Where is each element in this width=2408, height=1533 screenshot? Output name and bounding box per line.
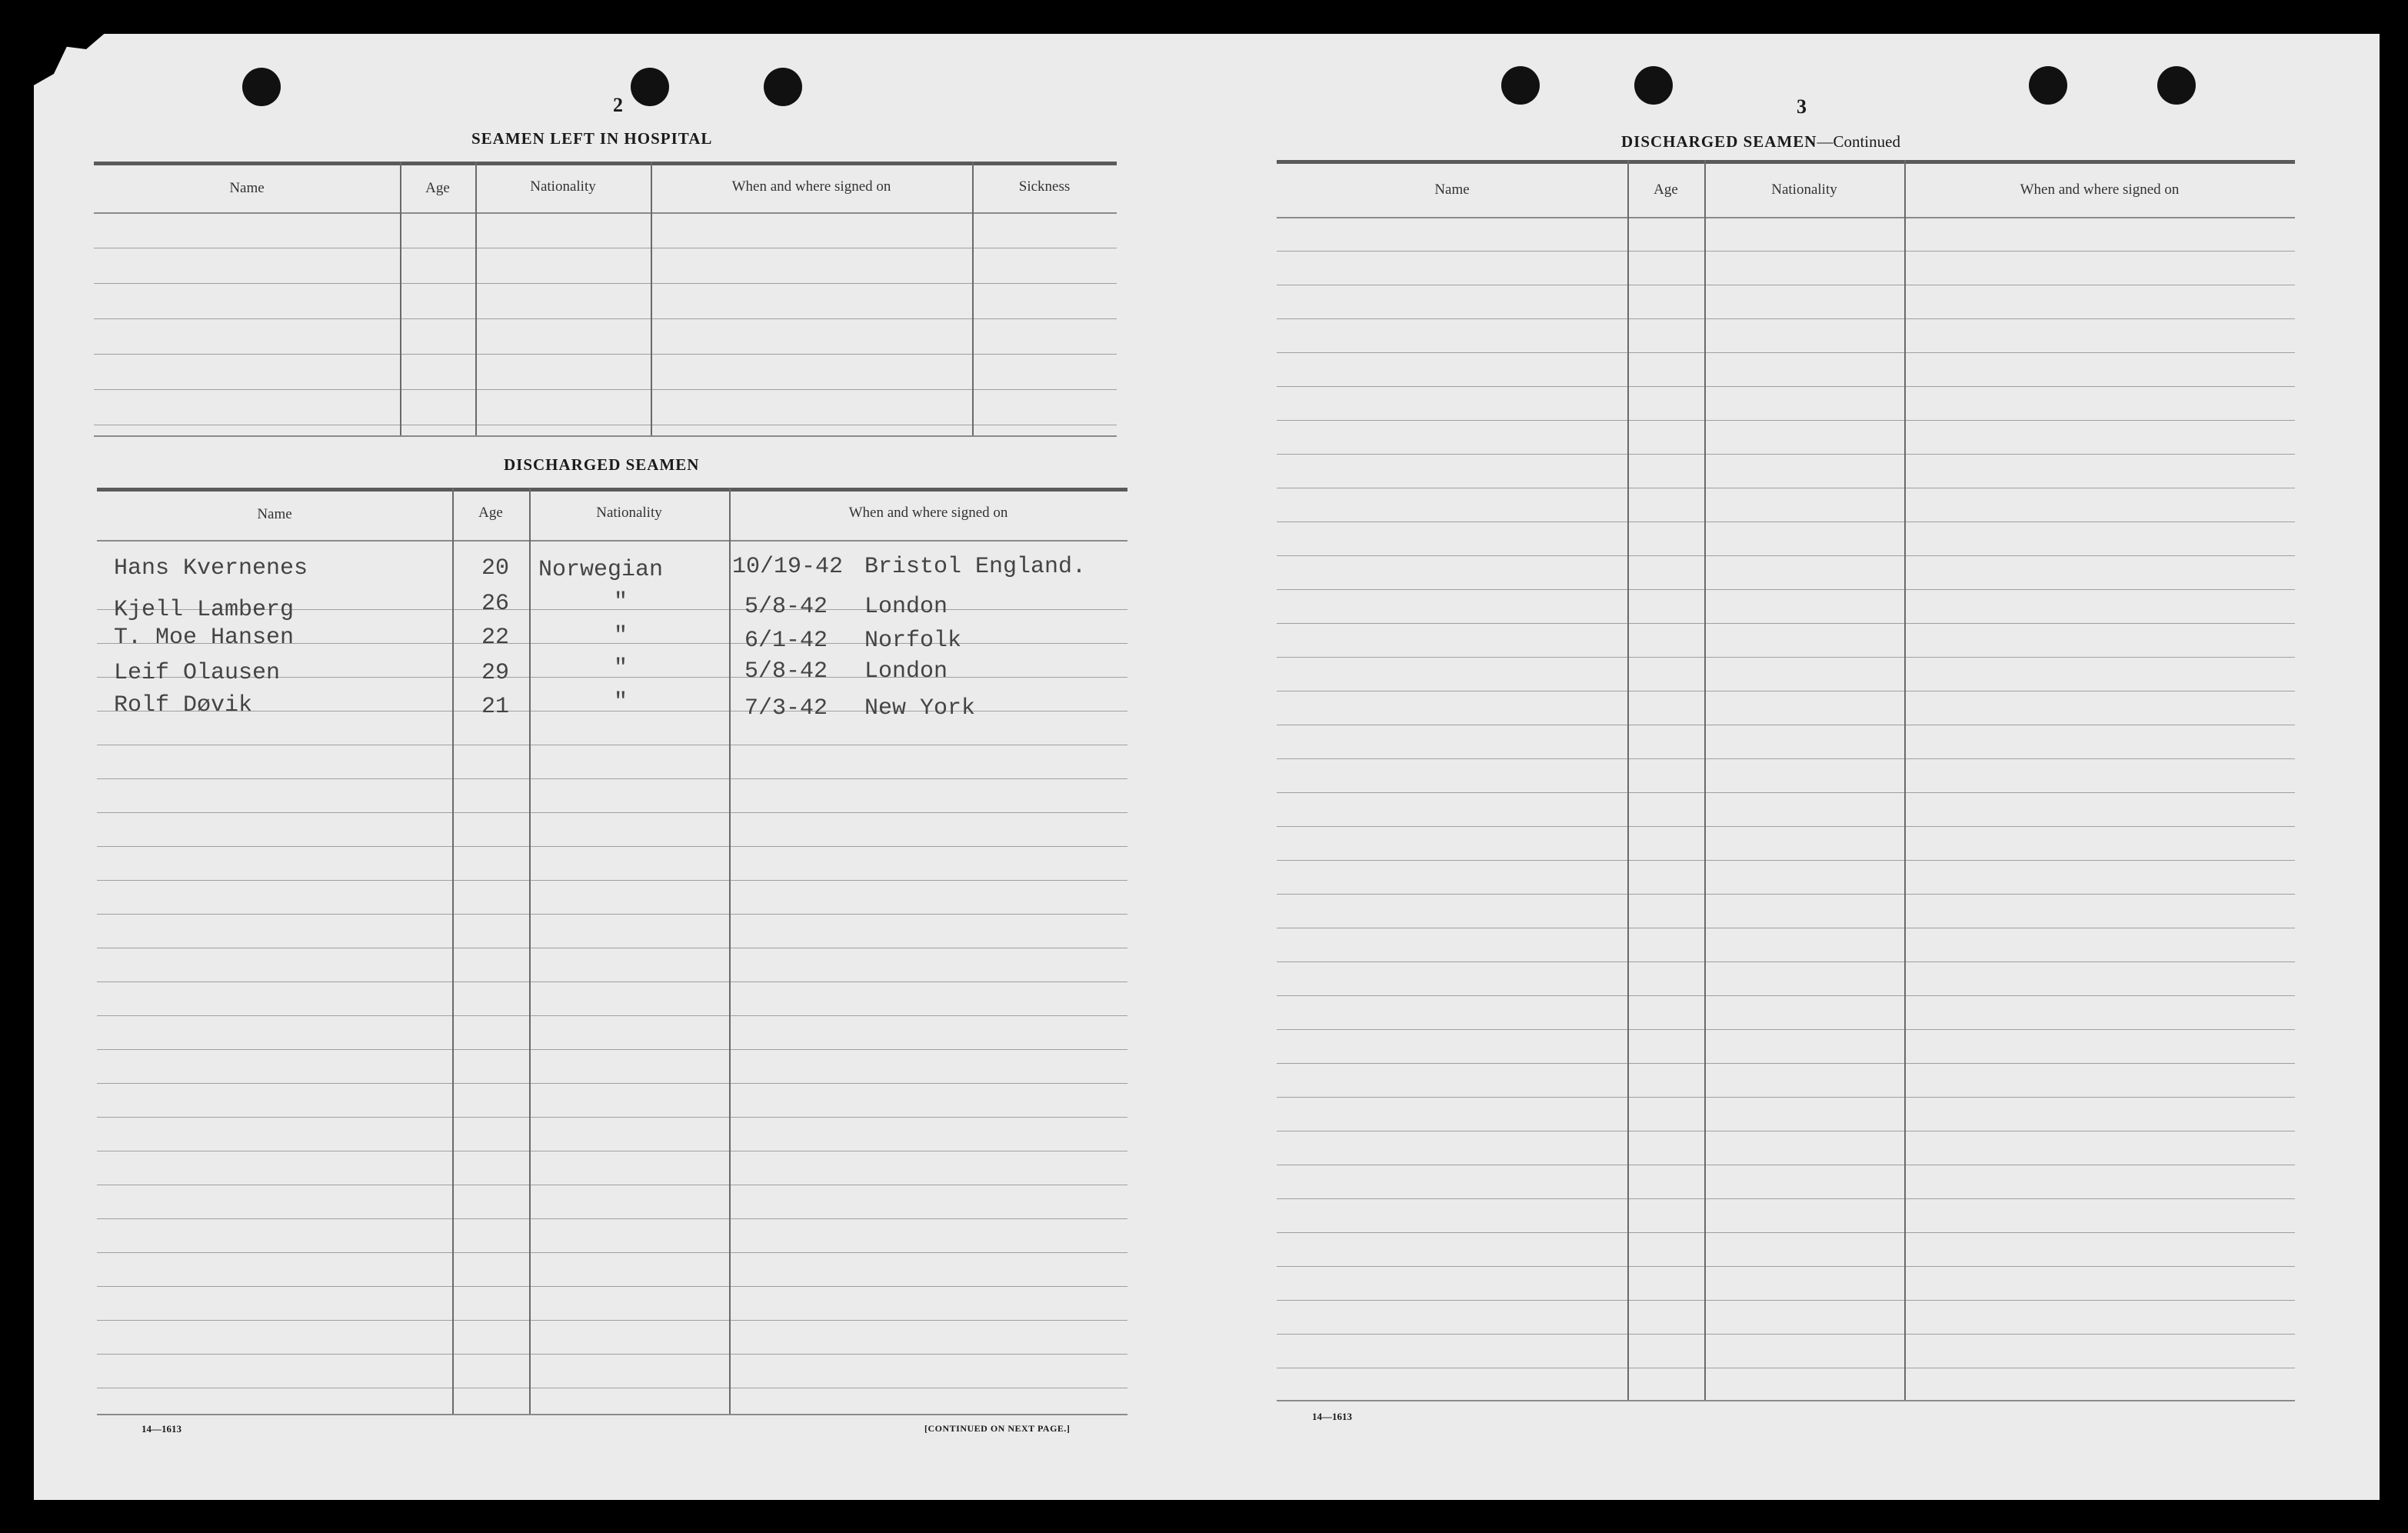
seaman-age: 22 <box>481 625 510 651</box>
col-header-nationality: Nationality <box>1771 182 1837 198</box>
signed-on-date: 6/1-42 <box>744 628 828 654</box>
col-header-nationality: Nationality <box>596 505 662 521</box>
discharged-section-title: DISCHARGED SEAMEN <box>504 455 700 474</box>
discharged-continued-title <box>1621 132 1900 152</box>
punch-hole <box>242 68 281 106</box>
col-header-signed-on: When and where signed on <box>848 505 1008 521</box>
col-header-sickness: Sickness <box>1018 178 1071 195</box>
seaman-nationality: " <box>614 655 628 682</box>
discharged-continued-table <box>1277 160 2295 1406</box>
col-header-name: Name <box>1434 182 1470 198</box>
seaman-nationality: " <box>614 689 628 715</box>
seaman-name: Kjell Lamberg <box>114 597 295 623</box>
signed-on-place: London <box>864 658 948 685</box>
form-number: 14—1613 <box>142 1423 182 1435</box>
col-header-nationality: Nationality <box>530 178 596 195</box>
punch-hole <box>2029 66 2067 105</box>
seaman-age: 26 <box>481 591 510 617</box>
section-title-text: DISCHARGED SEAMEN <box>1621 132 1817 151</box>
punch-hole <box>1634 66 1673 105</box>
punch-hole <box>764 68 802 106</box>
discharged-table <box>97 488 1127 1418</box>
section-title-suffix: —Continued <box>1817 132 1900 151</box>
seaman-nationality: " <box>614 589 628 615</box>
continued-note: [CONTINUED ON NEXT PAGE.] <box>924 1423 1071 1434</box>
col-header-signed-on: When and where signed on <box>731 178 891 195</box>
signed-on-place: New York <box>864 695 976 722</box>
seaman-name: T. Moe Hansen <box>114 625 295 651</box>
col-header-age: Age <box>425 180 450 196</box>
signed-on-date: 5/8-42 <box>744 658 828 685</box>
col-header-name: Name <box>229 180 265 196</box>
signed-on-place: Bristol England. <box>864 554 1087 580</box>
col-header-name: Name <box>257 506 292 522</box>
seaman-nationality: Norwegian <box>538 557 664 583</box>
punch-hole <box>631 68 669 106</box>
seaman-age: 20 <box>481 555 510 582</box>
seaman-name: Rolf Døvik <box>114 692 253 718</box>
signed-on-date: 10/19-42 <box>732 554 844 580</box>
form-number: 14—1613 <box>1312 1411 1352 1422</box>
seaman-name: Leif Olausen <box>114 660 281 686</box>
page-number: 3 <box>1797 95 1807 118</box>
page-number: 2 <box>613 94 623 116</box>
signed-on-date: 5/8-42 <box>744 594 828 620</box>
punch-hole <box>2157 66 2196 105</box>
seaman-name: Hans Kvernenes <box>114 555 308 582</box>
col-header-signed-on: When and where signed on <box>2020 182 2180 198</box>
hospital-section-title: SEAMEN LEFT IN HOSPITAL <box>471 129 713 148</box>
punch-hole <box>1501 66 1540 105</box>
seaman-age: 29 <box>481 660 510 686</box>
col-header-age: Age <box>1654 182 1678 198</box>
seaman-age: 21 <box>481 694 510 720</box>
hospital-table <box>94 162 1117 438</box>
col-header-age: Age <box>478 505 503 521</box>
signed-on-place: London <box>864 594 948 620</box>
signed-on-date: 7/3-42 <box>744 695 828 722</box>
signed-on-place: Norfolk <box>864 628 962 654</box>
seaman-nationality: " <box>614 623 628 649</box>
